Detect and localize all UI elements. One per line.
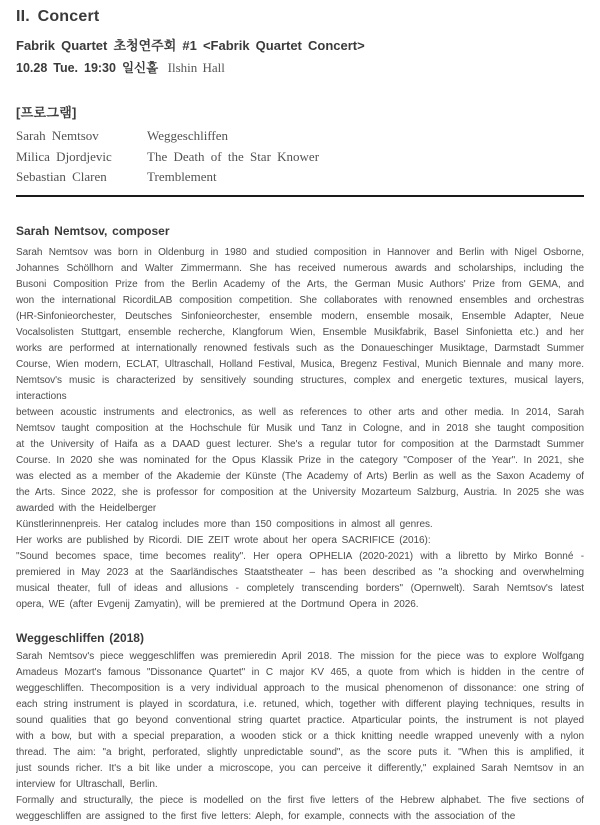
program-list (16, 126, 584, 188)
text-line: Sarah Nemtsov was born in Oldenburg in 1980 and studied composition in Hannover and Berlin with Nigel Osborne, (16, 246, 584, 258)
text-line: Course, Wien modern, ECLAT, Ultraschall, Holland Festival, Musica, Bregenz Festival, Munich Biennale and many more. (16, 358, 584, 370)
text-line: Nemtsov's music is characterized by sensitively sounding structures, complex and energetic textures, musical layers, (16, 374, 584, 386)
text-line: (HR-Sinfonieorchester, Deutsches Sinfonieorchester, ensemble modern, ensemble mosaik, Ensemble Adapter, Neue (16, 310, 584, 322)
text-line: each string instrument is played in scordatura, i.e. retuned, which, together with different playing techniques, results in (16, 698, 584, 710)
work-title: Weggeschliffen (147, 128, 229, 143)
text-line: Johannes Schöllhorn and Walter Zimmermann. She has received numerous awards and scholarships, including the (16, 262, 584, 274)
composer-name: Sarah Nemtsov (16, 128, 99, 143)
paragraph (16, 405, 584, 517)
text-line: Vocalsolisten Stuttgart, ensemble recherche, Klangforum Wien, Ensemble Musikfabrik, Basel Sinfonietta etc.) and her (16, 326, 584, 338)
text-line: sound qualities that go beyond conventional string quartet practice. Atparticular points, the instrument is not played (16, 714, 584, 726)
composer-bio-text (16, 245, 584, 613)
paragraph (16, 549, 584, 613)
text-line: just sounds richer. It's a bit like under a microscope, you can perceive it differently," explained Sarah Nemtsov in an (16, 762, 584, 774)
text-line: at the University of Haifa as a DAAD guest lecturer. She's a regular tutor for composition at the Darmstadt Summer (16, 438, 584, 450)
paragraph (16, 533, 584, 549)
work-note-section (16, 631, 584, 825)
text-line: Formally and structurally, the piece is modelled on the first five letters of the Hebrew alphabet. The five sections of (16, 794, 584, 806)
text-line: Amadeus Mozart's famous "Dissonance Quartet" in C major KV 465, a quote from which is hidden in the centre of (16, 666, 584, 678)
concert-title: Fabrik Quartet 초청연주회 #1 <Fabrik Quartet Concert> (16, 38, 365, 53)
paragraph (16, 517, 584, 533)
text-line: Busoni Composition Prize from the Berlin Academy of the Arts, the German Music Authors' Prize from GEMA, and (16, 278, 584, 290)
text-line: with a bow, but with a special preparation, a wooden stick or a thick knitting needle wrapped unevenly with a nylon (16, 730, 584, 742)
section-divider (16, 195, 584, 197)
work-note-text (16, 649, 584, 825)
composer-bio-section (16, 224, 584, 613)
text-line: thread. The aim: "a bright, perforated, slightly unpredictable sound", as the score puts it. "When this is amplified, it (16, 746, 584, 758)
paragraph (16, 793, 584, 825)
text-line: Sarah Nemtsov's piece weggeschliffen was premieredin April 2018. The mission for the piece was to explore Wolfgang (16, 650, 584, 662)
text-line: Her works are published by Ricordi. DIE ZEIT wrote about her opera SACRIFICE (2016): (16, 534, 431, 546)
composer-name: Milica Djordjevic (16, 148, 112, 164)
text-line: was elected as a member of the Akademie der Künste (The Academy of Arts) Berlin as well as the Saxon Academy of (16, 470, 584, 482)
text-line: interview for Ultraschall, Berlin. (16, 778, 158, 790)
text-line: won the international RicordiLAB composition competition. She collaborates with renowned ensembles and orchestras (16, 294, 584, 306)
work-title: Tremblement (147, 169, 217, 184)
work-note-heading: Weggeschliffen (2018) (16, 630, 144, 645)
work-title: The Death of the Star Knower (147, 148, 320, 164)
text-line: interactions (16, 390, 67, 402)
page-title: II. Concert (16, 8, 100, 25)
text-line: musical theater, full of ideas and allusions - completely transcending borders" (Opernwelt). Sarah Nemtsov's latest (16, 582, 584, 594)
concert-dateline (16, 60, 584, 76)
paragraph (16, 245, 584, 405)
text-line: opera, WE (after Evgenij Zamyatin), will be premiered at the Dortmund Opera in 2026. (16, 598, 419, 610)
composer-name: Sebastian Claren (16, 169, 107, 184)
composer-bio-heading: Sarah Nemtsov, composer (16, 223, 170, 238)
text-line: weggeschliffen. Thecomposition is a very individual approach to the musical phenomenon of dissonance: one string of (16, 682, 584, 694)
text-line: awarded with the Heidelberger (16, 502, 157, 514)
program-row (16, 126, 584, 147)
text-line: weggeschliffen are assigned to the first five letters: Aleph, for example, connects with the association of the (16, 810, 516, 822)
text-line: works are performed at internationally renowned festivals such as the Donaueschinger Musiktage, Darmstadt Summer (16, 342, 584, 354)
text-line: Course. In 2020 she was nominated for the Opus Klassik Prize in the category "Composer of the Year". In 2021, she (16, 454, 584, 466)
text-line: Künstlerinnenpreis. Her catalog includes more than 150 compositions in almost all genres. (16, 518, 433, 530)
program-row (16, 167, 584, 188)
venue-name-english: Ilshin Hall (167, 60, 225, 75)
concert-datetime: 10.28 Tue. 19:30 일신홀 (16, 61, 159, 75)
program-row (16, 147, 584, 168)
text-line: premiered in May 2023 at the Saarländisches Staatstheater – has been described as "a shocking and overwhelming (16, 566, 584, 578)
text-line: the Arts. Since 2022, she is professor for composition at the University Mozarteum Salzburg, Austria. In 2025 she was (16, 486, 584, 498)
text-line: Nemtsov taught composition at the Hochschule für Musik und Tanz in Cologne, and in 2018 she taught composition (16, 422, 584, 434)
text-line: between acoustic instruments and electronics, as well as references to other arts and other media. In 2014, Sarah (16, 406, 584, 418)
paragraph (16, 649, 584, 793)
text-line: "Sound becomes space, time becomes reality". Her opera OPHELIA (2020-2021) with a libretto by Mirko Bonné - (16, 550, 584, 562)
program-heading: [프로그램] (16, 105, 77, 120)
